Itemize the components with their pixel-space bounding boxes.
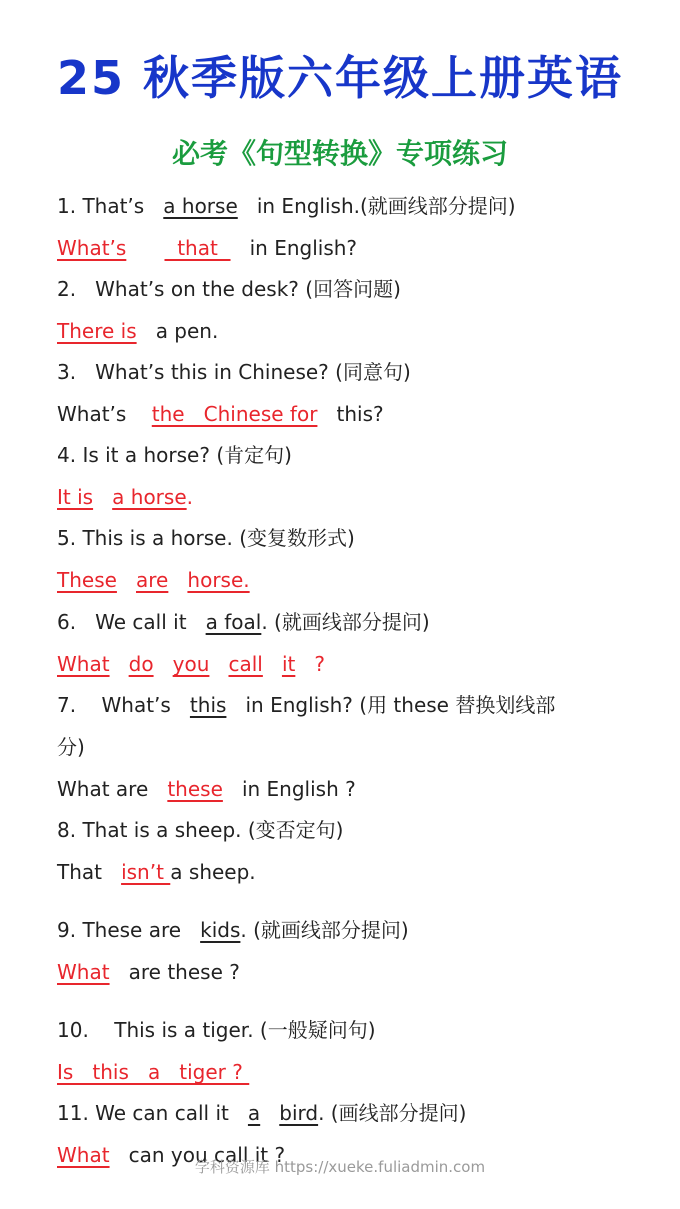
answer-3: What’s the Chinese for this? bbox=[57, 402, 384, 426]
answer-blank: are bbox=[136, 568, 169, 592]
answer-2: There is a pen. bbox=[57, 319, 219, 343]
answer-blank: What’s bbox=[57, 236, 127, 260]
answer-blank: do bbox=[128, 652, 154, 676]
underlined-part: a horse bbox=[163, 194, 238, 218]
page-subtitle: 必考《句型转换》专项练习 bbox=[171, 137, 508, 170]
question-2: 2. What’s on the desk? (回答问题) bbox=[57, 277, 401, 301]
answer-blank: call bbox=[228, 652, 263, 676]
answer-blank: the Chinese for bbox=[151, 402, 318, 426]
answer-6: What do you call it ? bbox=[57, 652, 326, 676]
question-3: 3. What’s this in Chinese? (同意句) bbox=[57, 360, 411, 384]
underlined-part: kids bbox=[200, 918, 241, 942]
question-6: 6. We call it a foal. (就画线部分提问) bbox=[57, 610, 430, 634]
answer-8: That isn’t a sheep. bbox=[57, 860, 256, 884]
question-7: 7. What’s this in English? (用 these 替换划线部 bbox=[57, 693, 556, 717]
answer-blank: It is bbox=[57, 485, 94, 509]
underlined-part: this bbox=[189, 693, 227, 717]
answer-blank: a horse bbox=[112, 485, 187, 509]
answer-blank: these bbox=[167, 777, 223, 801]
answer-blank: These bbox=[57, 568, 117, 592]
answer-1: What’s that in English? bbox=[57, 236, 358, 260]
answer-blank: you bbox=[172, 652, 210, 676]
answer-9: What are these ? bbox=[57, 960, 240, 984]
answer-blank: horse. bbox=[187, 568, 250, 592]
answer-5 bbox=[57, 565, 657, 595]
question-10: 10. This is a tiger. (一般疑问句) bbox=[57, 1018, 376, 1042]
answer-blank: Is this a tiger ? bbox=[57, 1060, 250, 1084]
question-8: 8. That is a sheep. (变否定句) bbox=[57, 818, 344, 842]
answer-blank: What bbox=[57, 1143, 110, 1167]
page-title: 25 秋季版六年级上册英语 bbox=[56, 51, 624, 105]
answer-blank: What bbox=[57, 960, 110, 984]
question-11: 11. We can call it a bird. (画线部分提问) bbox=[57, 1101, 467, 1125]
question-5: 5. This is a horse. (变复数形式) bbox=[57, 526, 355, 550]
underlined-part: a foal bbox=[205, 610, 262, 634]
answer-10 bbox=[57, 1057, 657, 1087]
answer-4: It is a horse. bbox=[57, 485, 193, 509]
answer-7: What are these in English ? bbox=[57, 777, 356, 801]
question-1: 1. That’s a horse in English.(就画线部分提问) bbox=[57, 194, 516, 218]
answer-blank: isn’t bbox=[121, 860, 171, 884]
answer-blank: it bbox=[281, 652, 296, 676]
answer-blank: that bbox=[164, 236, 231, 260]
question-9: 9. These are kids. (就画线部分提问) bbox=[57, 918, 409, 942]
answer-blank: What bbox=[57, 652, 110, 676]
question-7-continued: 分) bbox=[57, 735, 85, 759]
watermark-footer: 学科资源库 https://xueke.fuliadmin.com bbox=[194, 1158, 486, 1176]
question-4: 4. Is it a horse? (肯定句) bbox=[57, 443, 292, 467]
answer-blank: There is bbox=[57, 319, 137, 343]
underlined-part: bird bbox=[279, 1101, 319, 1125]
underlined-part: a bbox=[247, 1101, 261, 1125]
answer-11: What can you call it ? bbox=[57, 1143, 286, 1167]
